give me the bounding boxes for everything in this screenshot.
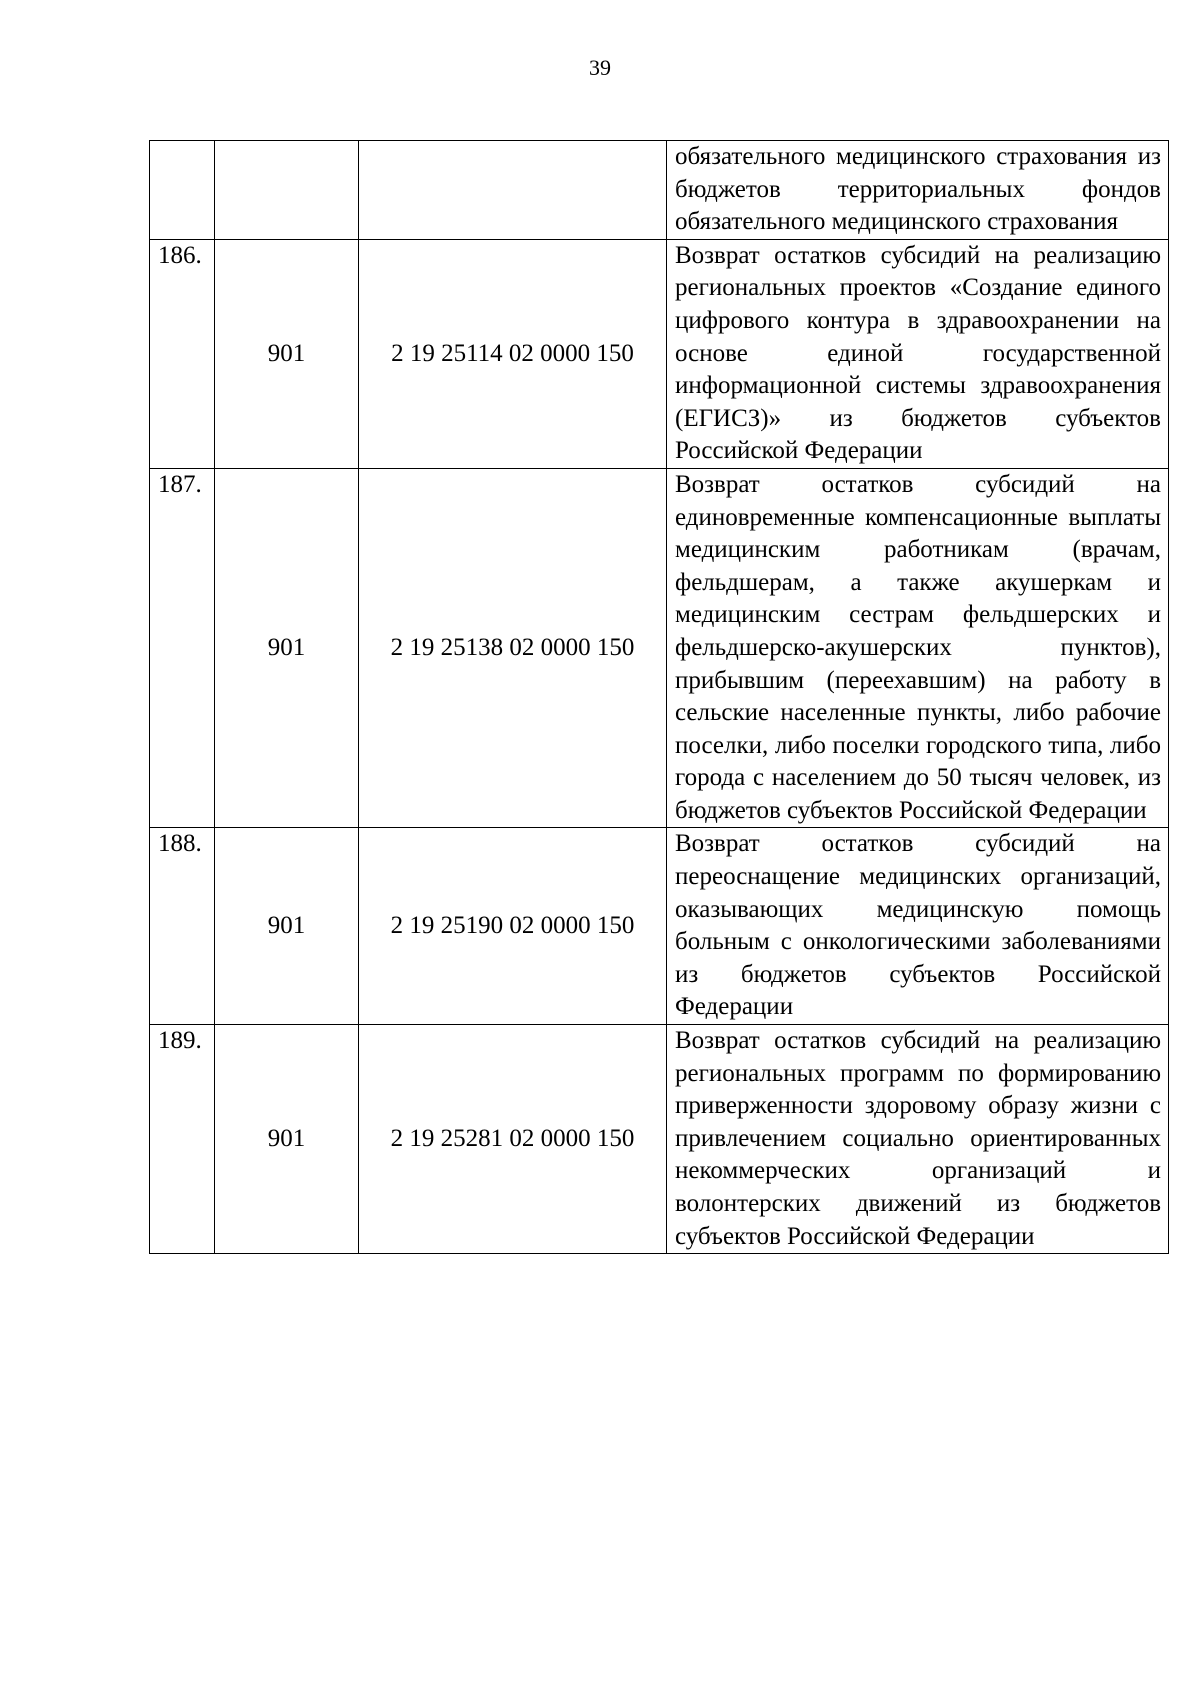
budget-classification-code [359,141,667,240]
table-row [150,828,1169,1025]
administrator-code: 901 [215,828,359,1025]
table-row [150,468,1169,828]
income-description: обязательного медицинского страхования из бюджетов территориальных фондов обязательного медицинского страхования [667,141,1169,240]
row-number: 186. [150,239,215,468]
table-row [150,239,1169,468]
administrator-code: 901 [215,468,359,828]
table-row [150,1025,1169,1254]
income-description: Возврат остатков субсидий на реализацию региональных проектов «Создание единого цифрового контура в здравоохранении на основе единой государственной информационной системы здравоохранения (ЕГИСЗ)» из бюджетов субъектов Российской Федерации [667,239,1169,468]
row-number: 189. [150,1025,215,1254]
row-number: 187. [150,468,215,828]
administrator-code: 901 [215,239,359,468]
budget-classification-code: 2 19 25114 02 0000 150 [359,239,667,468]
administrator-code: 901 [215,1025,359,1254]
page-number: 39 [589,55,611,80]
row-number: 188. [150,828,215,1025]
budget-classification-code: 2 19 25138 02 0000 150 [359,468,667,828]
income-description: Возврат остатков субсидий на единовременные компенсационные выплаты медицинским работникам (врачам, фельдшерам, а также акушеркам и медицинским сестрам фельдшерских и фельдшерско-акушерских пунктов), прибывшим (переехавшим) на работу в сельские населенные пункты, либо рабочие поселки, либо поселки городского типа, либо города с населением до 50 тысяч человек, из бюджетов субъектов Российской Федерации [667,468,1169,828]
budget-classification-table [149,140,1169,1254]
income-description: Возврат остатков субсидий на переоснащение медицинских организаций, оказывающих медицинскую помощь больным с онкологическими заболеваниями из бюджетов субъектов Российской Федерации [667,828,1169,1025]
row-number [150,141,215,240]
budget-classification-code: 2 19 25281 02 0000 150 [359,1025,667,1254]
budget-classification-code: 2 19 25190 02 0000 150 [359,828,667,1025]
administrator-code [215,141,359,240]
income-description: Возврат остатков субсидий на реализацию региональных программ по формированию приверженности здоровому образу жизни с привлечением социально ориентированных некоммерческих организаций и волонтерских движений из бюджетов субъектов Российской Федерации [667,1025,1169,1254]
table-row [150,141,1169,240]
